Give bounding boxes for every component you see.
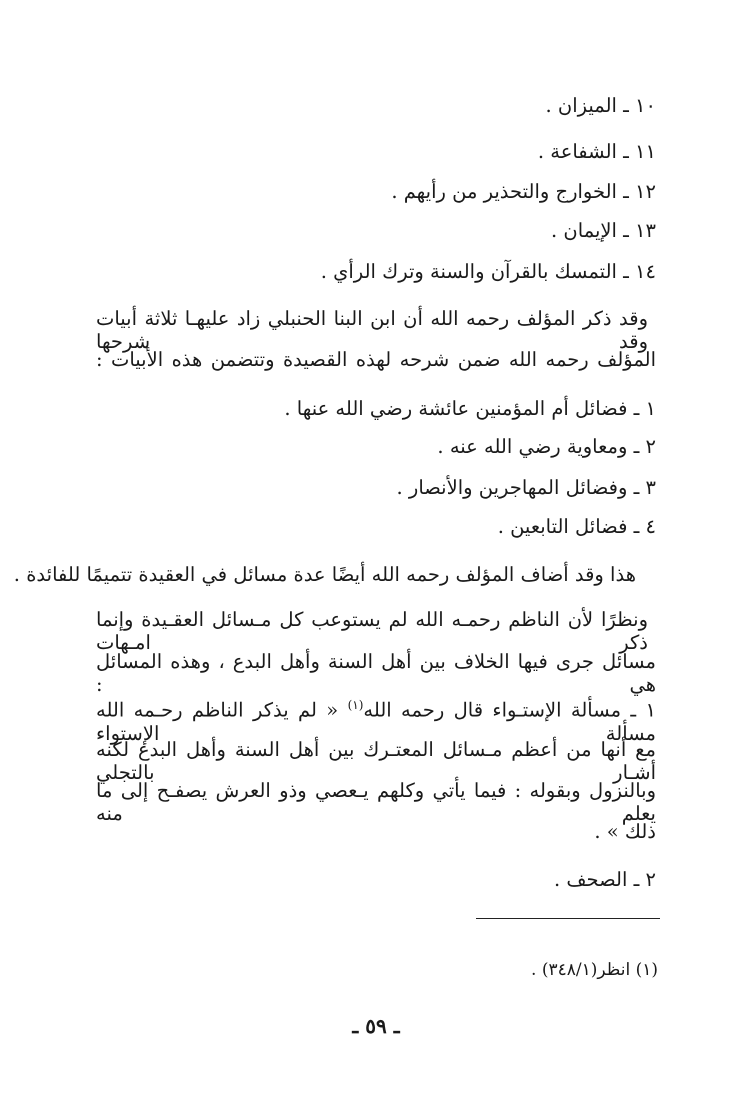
list-item: ١٣ ـ الإيمان . [551,219,656,242]
footnote-reference: (١) [347,698,364,712]
paragraph-line: المؤلف رحمه الله ضمن شرحه لهذه القصيدة وتتضمن هذه الأبيات : [96,348,656,371]
paragraph-line: وقد ذكر المؤلف رحمه الله أن ابن البنا الحنبلي زاد عليهـا ثلاثة أبيات وقد شرحها [96,307,648,354]
paragraph-line: ونظرًا لأن الناظم رحمـه الله لم يستوعب كل مـسائل العقـيدة وإنما ذكر امـهات [96,608,648,655]
footnote-separator [476,918,660,919]
list-item: ٣ ـ وفضائل المهاجرين والأنصار . [396,476,656,499]
paragraph-line: وبالنزول وبقوله : فيما يأتي وكلهم يـعصي وذو العرش يصفـح إلى ما يعلم منه [96,779,656,826]
page-number: ـ ٥٩ ـ [352,1014,400,1038]
list-item: ١ ـ فضائل أم المؤمنين عائشة رضي الله عنها . [284,397,656,420]
list-item: ١٤ ـ التمسك بالقرآن والسنة وترك الرأي . [320,260,656,283]
paragraph-line: هذا وقد أضاف المؤلف رحمه الله أيضًا عدة مسائل في العقيدة تتميمًا للفائدة . [13,563,636,586]
list-item: ٤ ـ فضائل التابعين . [497,515,656,538]
list-item: ٢ ـ الصحف . [553,868,656,891]
list-item: ١٢ ـ الخوارج والتحذير من رأيهم . [391,180,656,203]
list-item: ٢ ـ ومعاوية رضي الله عنه . [437,435,656,458]
paragraph-line: مسائل جرى فيها الخلاف بين أهل السنة وأهل البدع ، وهذه المسائل هي : [96,650,656,697]
footnote: (١) انظر(٣٤٨/١) . [531,960,658,980]
item-text-end: « لم يذكر الناظم رحـمه الله مسألة الإستواء [96,698,656,745]
list-item: ١٠ ـ الميزان . [545,94,656,117]
paragraph-line: مع أنها من أعظم مـسائل المعتـرك بين أهل السنة وأهل البدع لكنه أشـار بالتجلي [96,738,656,785]
paragraph-line: ذلك » . [594,820,656,843]
list-item: ١١ ـ الشفاعة . [537,140,656,163]
item-text-start: ١ ـ مسألة الإستـواء قال رحمه الله [363,698,656,722]
